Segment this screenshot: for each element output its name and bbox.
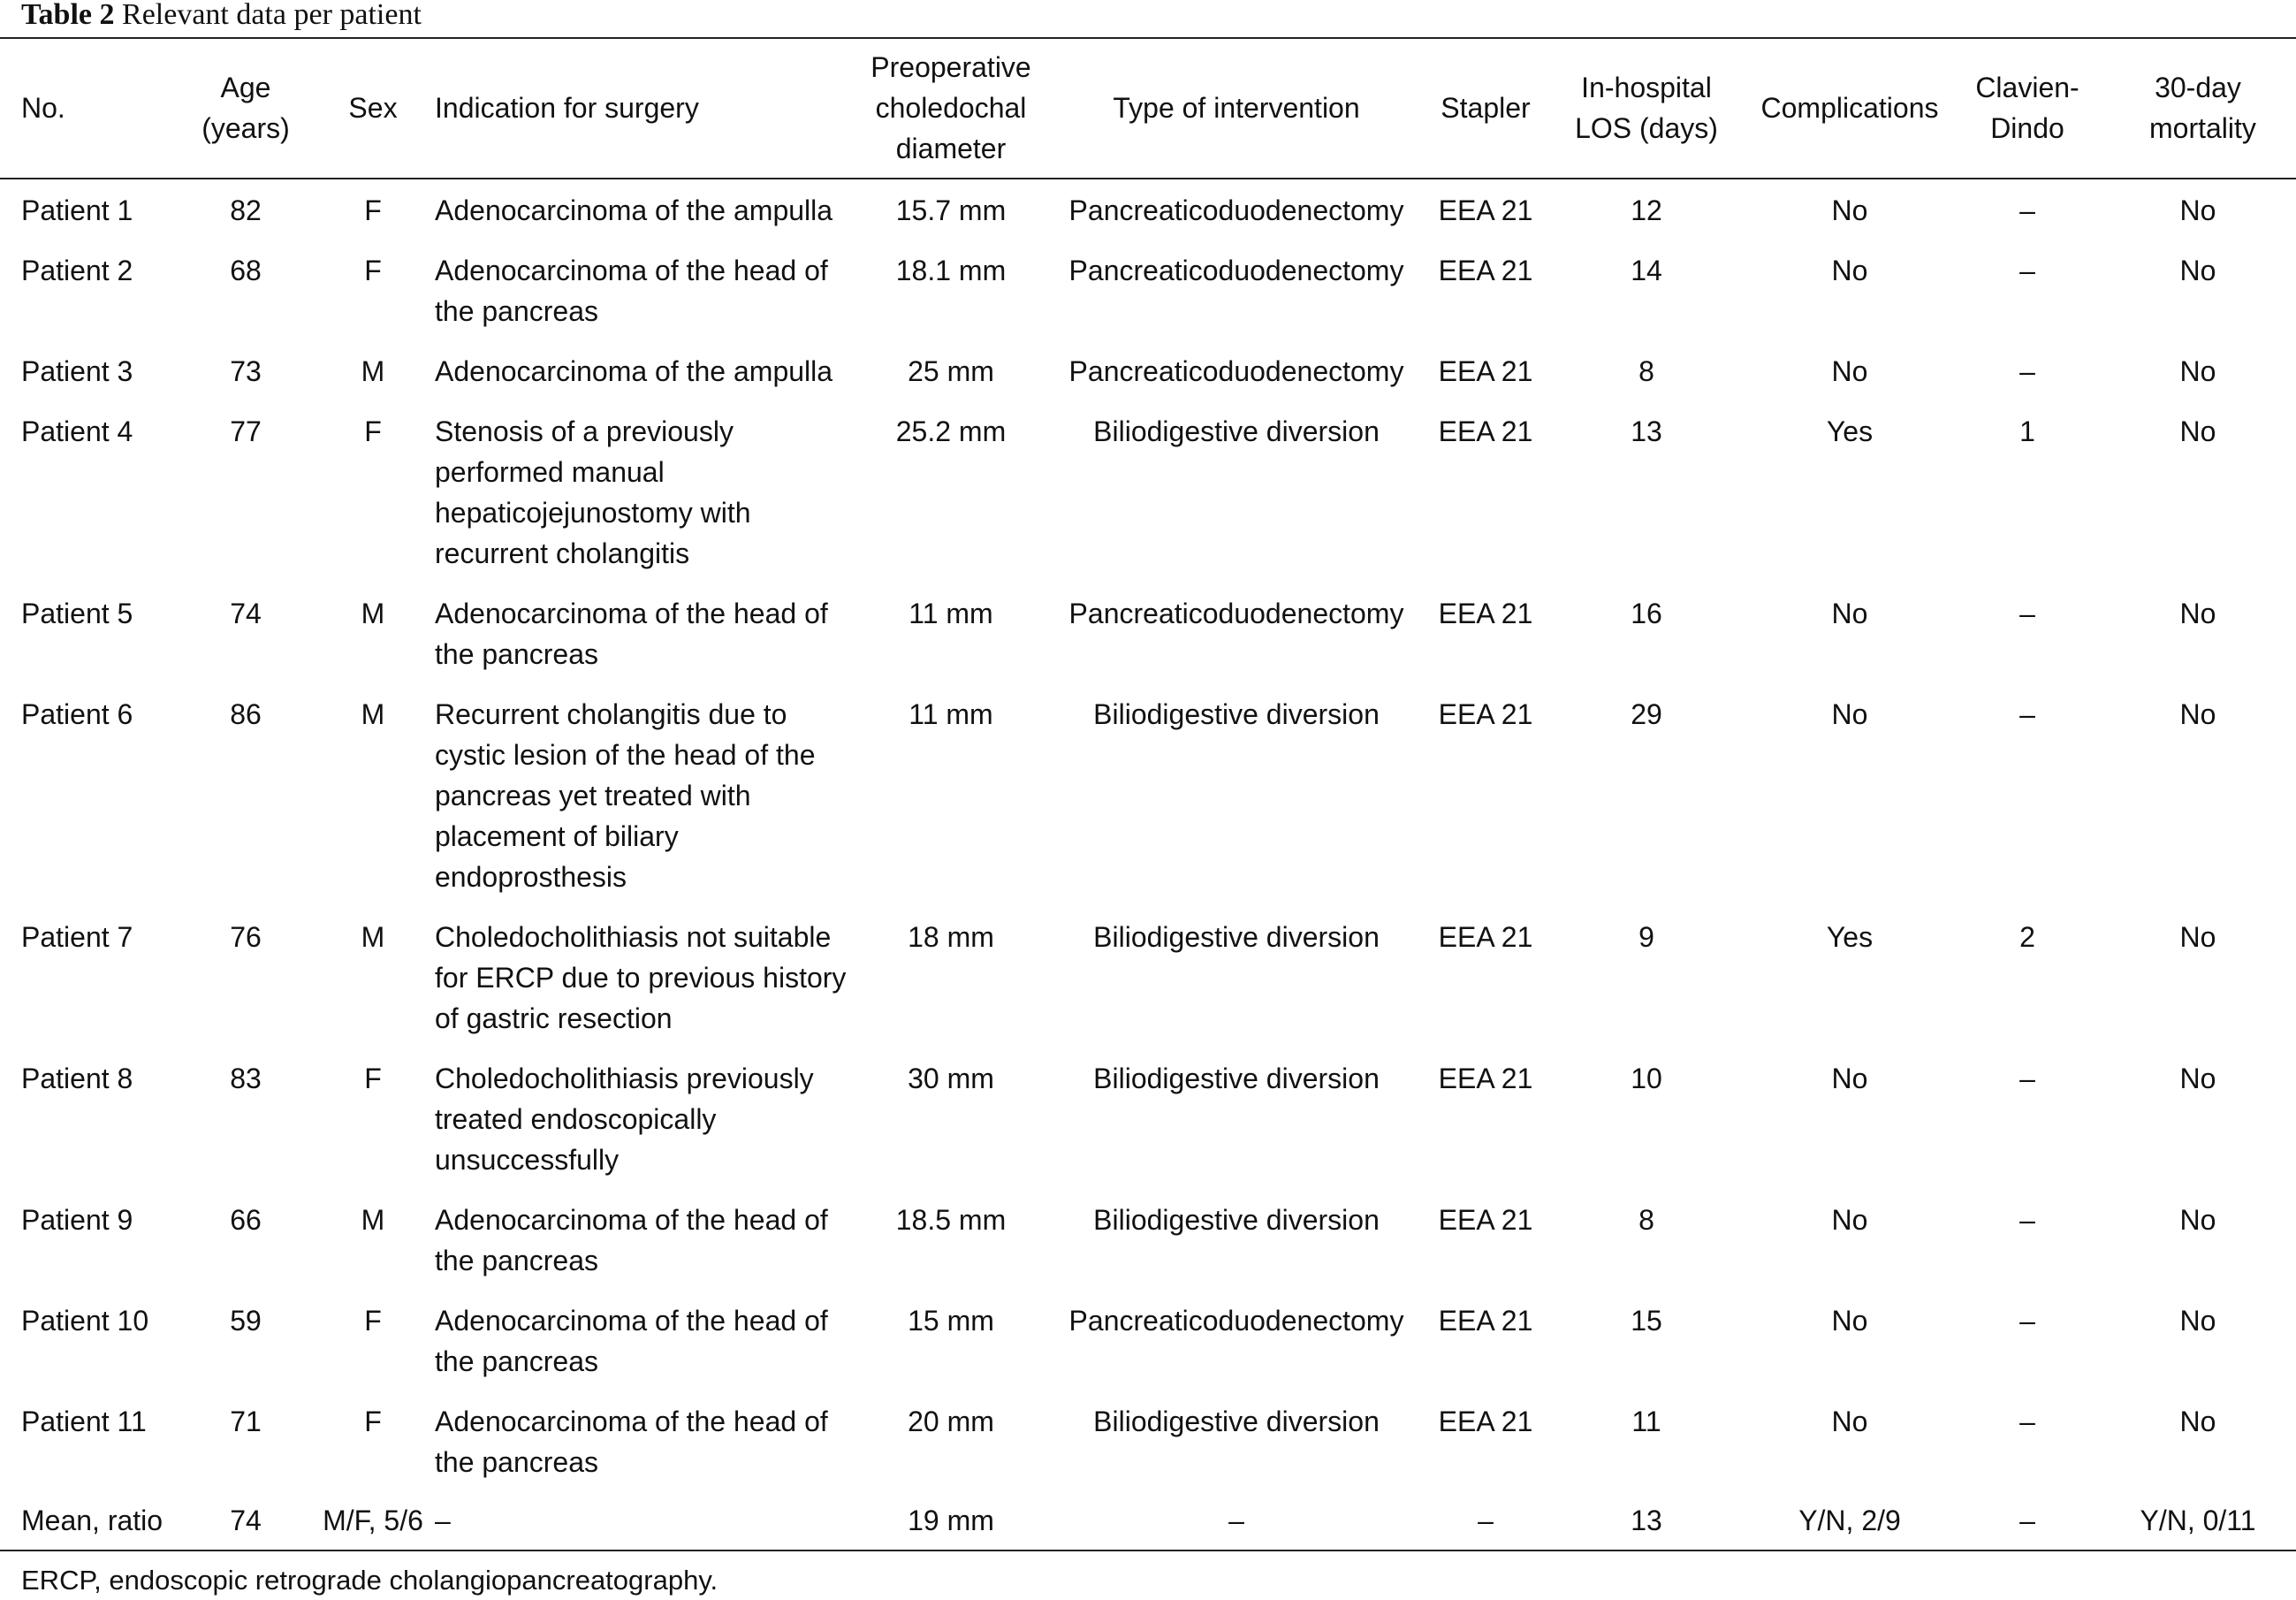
cell-complications: No: [1831, 355, 1868, 387]
table-caption-text: Relevant data per patient: [122, 0, 422, 31]
cell-no: Patient 8: [21, 1063, 133, 1094]
cell-clavien-dindo: 2: [2019, 921, 2035, 953]
cell-intervention: Biliodigestive diversion: [1093, 1204, 1380, 1236]
summary-row: [0, 1491, 2296, 1550]
cell-stapler: EEA 21: [1438, 1406, 1533, 1437]
cell-no: Patient 9: [21, 1204, 133, 1236]
cell-mortality: No: [2179, 598, 2216, 629]
cell-choledochal-diameter: 18 mm: [908, 921, 994, 953]
cell-sex: F: [364, 255, 382, 286]
cell-no: Patient 5: [21, 598, 133, 629]
cell-mortality: Y/N, 0/11: [2140, 1505, 2256, 1536]
cell-choledochal-diameter: 18.1 mm: [895, 255, 1007, 286]
cell-complications: No: [1831, 1305, 1868, 1337]
column-header-no: No.: [21, 92, 65, 124]
table-header-row: [0, 38, 2296, 179]
cell-mortality: No: [2179, 698, 2216, 730]
cell-sex: F: [364, 1305, 382, 1337]
cell-age: 59: [230, 1305, 262, 1337]
table-row: [0, 583, 2296, 683]
cell-age: 74: [230, 1505, 262, 1536]
cell-choledochal-diameter: 30 mm: [908, 1063, 994, 1094]
cell-complications: No: [1831, 1204, 1868, 1236]
cell-los: 13: [1631, 415, 1662, 447]
cell-los: 8: [1638, 355, 1654, 387]
cell-clavien-dindo: –: [2019, 355, 2035, 387]
cell-sex: F: [364, 1063, 382, 1094]
cell-intervention: Biliodigestive diversion: [1093, 1406, 1380, 1437]
column-header-indication: Indication for surgery: [435, 92, 699, 124]
cell-sex: F: [364, 194, 382, 226]
cell-los: 29: [1631, 698, 1662, 730]
cell-intervention: –: [1228, 1505, 1244, 1536]
table-row: [0, 1189, 2296, 1290]
cell-no: Patient 10: [21, 1305, 149, 1337]
cell-clavien-dindo: –: [2019, 1204, 2035, 1236]
table-caption: [21, 0, 422, 35]
cell-indication: Adenocarcinoma of the head of the pancreas: [435, 1406, 828, 1478]
cell-age: 74: [230, 598, 262, 629]
cell-complications: Yes: [1826, 921, 1874, 953]
table-row: [0, 1390, 2296, 1491]
cell-sex: M: [361, 355, 385, 387]
column-header-sex: Sex: [348, 92, 398, 124]
cell-choledochal-diameter: 15.7 mm: [895, 194, 1007, 226]
table-row: [0, 1290, 2296, 1390]
cell-age: 73: [230, 355, 262, 387]
cell-mortality: No: [2179, 921, 2216, 953]
cell-indication: Adenocarcinoma of the head of the pancreas: [435, 1204, 828, 1276]
cell-stapler: EEA 21: [1438, 415, 1533, 447]
table-row: [0, 240, 2296, 340]
cell-complications: No: [1831, 598, 1868, 629]
cell-mortality: No: [2179, 255, 2216, 286]
cell-complications: No: [1831, 1063, 1868, 1094]
cell-intervention: Biliodigestive diversion: [1093, 698, 1380, 730]
cell-no: Patient 4: [21, 415, 133, 447]
column-header-los: [1548, 38, 1745, 179]
cell-complications: Yes: [1826, 415, 1874, 447]
cell-stapler: EEA 21: [1438, 598, 1533, 629]
cell-stapler: EEA 21: [1438, 1305, 1533, 1337]
cell-mortality: No: [2179, 1063, 2216, 1094]
column-header-choledochal-diameter-text: Preoperative choledochal diameter: [871, 51, 1031, 164]
cell-indication: –: [435, 1505, 451, 1536]
cell-choledochal-diameter: 25 mm: [908, 355, 994, 387]
cell-complications: No: [1831, 1406, 1868, 1437]
cell-age: 82: [230, 194, 262, 226]
cell-no: Patient 3: [21, 355, 133, 387]
cell-intervention: Pancreaticoduodenectomy: [1068, 355, 1404, 387]
cell-mortality: No: [2179, 1406, 2216, 1437]
cell-complications: No: [1831, 194, 1868, 226]
cell-los: 15: [1631, 1305, 1662, 1337]
cell-mortality: No: [2179, 415, 2216, 447]
table-footnote: ERCP, endoscopic retrograde cholangiopancreatography.: [21, 1565, 718, 1596]
cell-sex: M: [361, 1204, 385, 1236]
cell-no: Patient 6: [21, 698, 133, 730]
table-row: [0, 179, 2296, 240]
cell-sex: M: [361, 921, 385, 953]
patient-data-table: [0, 37, 2296, 1551]
cell-indication: Stenosis of a previously performed manual hepaticojejunostomy with recurrent cholangitis: [435, 415, 751, 569]
cell-mortality: No: [2179, 1305, 2216, 1337]
cell-clavien-dindo: –: [2019, 1063, 2035, 1094]
cell-choledochal-diameter: 18.5 mm: [895, 1204, 1007, 1236]
cell-clavien-dindo: –: [2019, 698, 2035, 730]
cell-age: 66: [230, 1204, 262, 1236]
cell-no: Patient 7: [21, 921, 133, 953]
cell-los: 8: [1638, 1204, 1654, 1236]
cell-clavien-dindo: –: [2019, 1406, 2035, 1437]
cell-age: 68: [230, 255, 262, 286]
cell-choledochal-diameter: 11 mm: [909, 698, 993, 730]
cell-indication: Adenocarcinoma of the ampulla: [435, 194, 833, 226]
column-header-mortality: [2100, 38, 2296, 179]
cell-age: 77: [230, 415, 262, 447]
cell-los: 12: [1631, 194, 1662, 226]
column-header-clavien-dindo: [1955, 38, 2100, 179]
cell-no: Patient 11: [21, 1406, 147, 1437]
cell-clavien-dindo: –: [2019, 598, 2035, 629]
column-header-clavien-dindo-text: Clavien-Dindo: [1975, 72, 2079, 144]
cell-stapler: EEA 21: [1438, 194, 1533, 226]
cell-los: 13: [1631, 1505, 1662, 1536]
cell-clavien-dindo: 1: [2019, 415, 2035, 447]
column-header-age-text: Age (years): [201, 72, 290, 144]
cell-stapler: EEA 21: [1438, 255, 1533, 286]
cell-mortality: No: [2179, 1204, 2216, 1236]
cell-intervention: Biliodigestive diversion: [1093, 921, 1380, 953]
table-row: [0, 683, 2296, 906]
cell-indication: Adenocarcinoma of the head of the pancreas: [435, 255, 828, 327]
cell-age: 76: [230, 921, 262, 953]
cell-los: 10: [1631, 1063, 1662, 1094]
table-row: [0, 906, 2296, 1048]
cell-age: 71: [230, 1406, 262, 1437]
cell-los: 9: [1638, 921, 1654, 953]
table-row: [0, 340, 2296, 400]
cell-intervention: Biliodigestive diversion: [1093, 415, 1380, 447]
cell-sex: F: [364, 415, 382, 447]
cell-complications: No: [1831, 698, 1868, 730]
cell-stapler: EEA 21: [1438, 355, 1533, 387]
table-row: [0, 1048, 2296, 1189]
cell-stapler: EEA 21: [1438, 921, 1533, 953]
cell-los: 14: [1631, 255, 1662, 286]
cell-clavien-dindo: –: [2019, 1305, 2035, 1337]
cell-choledochal-diameter: 20 mm: [908, 1406, 994, 1437]
column-header-intervention: Type of intervention: [1113, 92, 1360, 124]
cell-mortality: No: [2179, 194, 2216, 226]
cell-stapler: –: [1478, 1505, 1494, 1536]
cell-indication: Adenocarcinoma of the head of the pancreas: [435, 598, 828, 670]
table-caption-label: Table 2: [21, 0, 115, 31]
cell-intervention: Pancreaticoduodenectomy: [1068, 598, 1404, 629]
cell-age: 83: [230, 1063, 262, 1094]
cell-sex: F: [364, 1406, 382, 1437]
cell-choledochal-diameter: 15 mm: [908, 1305, 994, 1337]
cell-sex: M: [361, 698, 385, 730]
cell-indication: Adenocarcinoma of the ampulla: [435, 355, 833, 387]
cell-stapler: EEA 21: [1438, 698, 1533, 730]
column-header-stapler: Stapler: [1441, 92, 1531, 124]
cell-intervention: Biliodigestive diversion: [1093, 1063, 1380, 1094]
cell-indication: Choledocholithiasis previously treated endoscopically unsuccessfully: [435, 1063, 814, 1176]
cell-mortality: No: [2179, 355, 2216, 387]
cell-sex: M: [361, 598, 385, 629]
cell-stapler: EEA 21: [1438, 1204, 1533, 1236]
cell-stapler: EEA 21: [1438, 1063, 1533, 1094]
cell-indication: Recurrent cholangitis due to cystic lesion of the head of the pancreas yet treated with placement of biliary endoprosthesis: [435, 698, 816, 893]
cell-clavien-dindo: –: [2019, 1505, 2035, 1536]
cell-intervention: Pancreaticoduodenectomy: [1068, 255, 1404, 286]
cell-intervention: Pancreaticoduodenectomy: [1068, 194, 1404, 226]
cell-no: Patient 1: [21, 194, 133, 226]
cell-sex: M/F, 5/6: [323, 1505, 423, 1536]
cell-choledochal-diameter: 11 mm: [909, 598, 993, 629]
cell-clavien-dindo: –: [2019, 255, 2035, 286]
table-row: [0, 400, 2296, 583]
column-header-complications: Complications: [1760, 92, 1939, 124]
cell-los: 11: [1631, 1406, 1661, 1437]
cell-clavien-dindo: –: [2019, 194, 2035, 226]
cell-complications: No: [1831, 255, 1868, 286]
cell-no: Mean, ratio: [21, 1505, 163, 1536]
cell-no: Patient 2: [21, 255, 133, 286]
cell-indication: Adenocarcinoma of the head of the pancreas: [435, 1305, 828, 1377]
cell-complications: Y/N, 2/9: [1798, 1505, 1901, 1536]
column-header-los-text: In-hospital LOS (days): [1575, 72, 1718, 144]
cell-age: 86: [230, 698, 262, 730]
cell-indication: Choledocholithiasis not suitable for ERCP due to previous history of gastric resection: [435, 921, 847, 1034]
cell-los: 16: [1631, 598, 1662, 629]
column-header-choledochal-diameter: [852, 38, 1050, 179]
column-header-age: [175, 38, 316, 179]
cell-intervention: Pancreaticoduodenectomy: [1068, 1305, 1404, 1337]
cell-choledochal-diameter: 19 mm: [908, 1505, 994, 1536]
column-header-mortality-text: 30-day mortality: [2149, 72, 2256, 144]
cell-choledochal-diameter: 25.2 mm: [895, 415, 1007, 447]
